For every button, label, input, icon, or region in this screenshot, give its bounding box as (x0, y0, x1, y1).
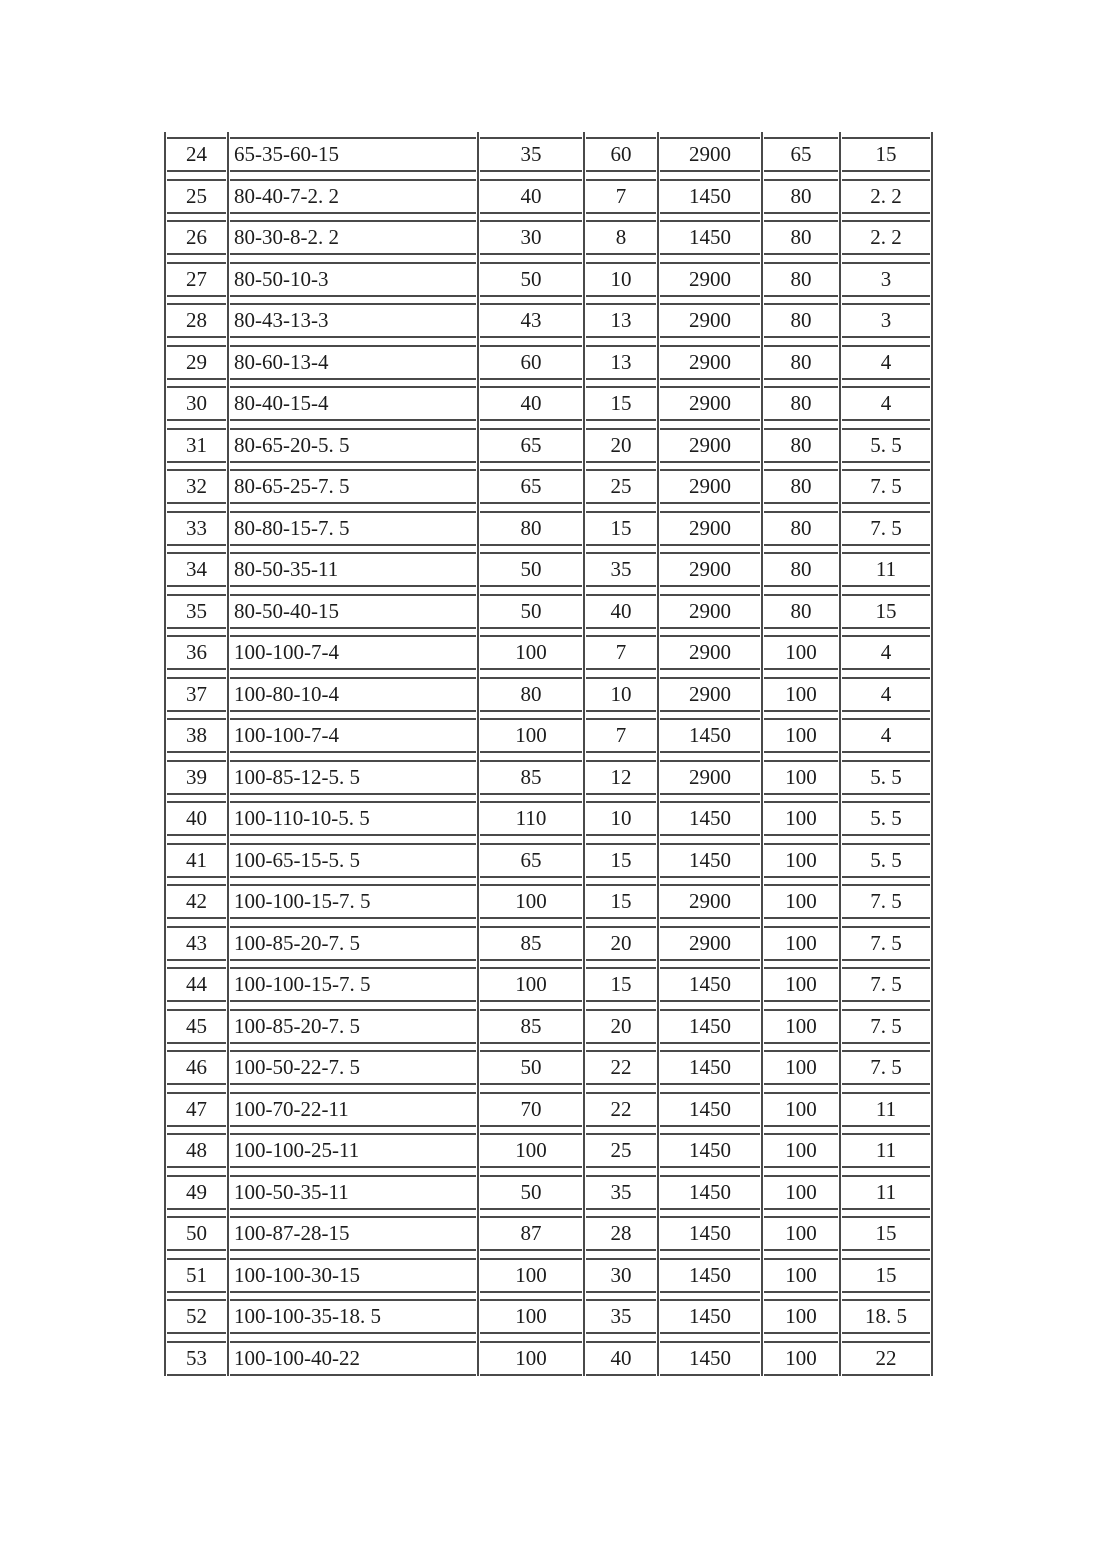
table-row (165, 1258, 932, 1293)
cell-value-1: 110 (480, 801, 582, 836)
table-row (165, 137, 932, 172)
cell-value-2: 25 (586, 469, 656, 504)
cell-value-1: 100 (480, 718, 582, 753)
cell-value-5: 7. 5 (842, 511, 930, 546)
cell-row-number: 29 (167, 345, 226, 380)
cell-value-3: 2900 (660, 303, 760, 338)
cell-row-number: 48 (167, 1133, 226, 1168)
cell-row-number: 43 (167, 926, 226, 961)
cell-value-4: 80 (764, 552, 838, 587)
cell-row-number: 52 (167, 1299, 226, 1334)
cell-value-3: 2900 (660, 884, 760, 919)
cell-value-2: 13 (586, 345, 656, 380)
cell-value-5: 5. 5 (842, 428, 930, 463)
cell-row-number: 42 (167, 884, 226, 919)
cell-value-1: 100 (480, 635, 582, 670)
cell-value-2: 10 (586, 677, 656, 712)
cell-value-5: 4 (842, 386, 930, 421)
cell-value-2: 35 (586, 552, 656, 587)
cell-value-1: 30 (480, 220, 582, 255)
cell-value-3: 1450 (660, 1133, 760, 1168)
table-row (165, 220, 932, 255)
cell-model-code: 80-40-15-4 (230, 386, 476, 421)
pump-spec-table (165, 132, 932, 1376)
cell-model-code: 100-87-28-15 (230, 1216, 476, 1251)
cell-value-1: 100 (480, 1299, 582, 1334)
table-row (165, 1216, 932, 1251)
cell-value-4: 80 (764, 345, 838, 380)
cell-value-3: 1450 (660, 843, 760, 878)
cell-row-number: 47 (167, 1092, 226, 1127)
cell-value-2: 10 (586, 262, 656, 297)
cell-value-5: 5. 5 (842, 843, 930, 878)
table-row (165, 428, 932, 463)
cell-row-number: 41 (167, 843, 226, 878)
cell-value-4: 100 (764, 1050, 838, 1085)
cell-value-4: 100 (764, 718, 838, 753)
cell-value-4: 100 (764, 1299, 838, 1334)
cell-value-5: 15 (842, 1216, 930, 1251)
cell-value-2: 35 (586, 1175, 656, 1210)
cell-value-5: 4 (842, 677, 930, 712)
cell-value-1: 65 (480, 843, 582, 878)
cell-model-code: 100-100-7-4 (230, 635, 476, 670)
cell-model-code: 100-100-25-11 (230, 1133, 476, 1168)
cell-model-code: 100-80-10-4 (230, 677, 476, 712)
cell-value-5: 11 (842, 552, 930, 587)
cell-value-2: 22 (586, 1050, 656, 1085)
cell-model-code: 100-100-30-15 (230, 1258, 476, 1293)
cell-value-1: 50 (480, 262, 582, 297)
table-row (165, 552, 932, 587)
cell-value-2: 15 (586, 967, 656, 1002)
cell-value-1: 50 (480, 1050, 582, 1085)
table-row (165, 967, 932, 1002)
cell-value-4: 100 (764, 1175, 838, 1210)
cell-value-3: 2900 (660, 677, 760, 712)
cell-value-4: 80 (764, 469, 838, 504)
table-row (165, 760, 932, 795)
cell-value-2: 13 (586, 303, 656, 338)
cell-value-5: 15 (842, 1258, 930, 1293)
cell-value-5: 7. 5 (842, 1009, 930, 1044)
cell-model-code: 80-40-7-2. 2 (230, 179, 476, 214)
table-row (165, 386, 932, 421)
cell-value-3: 2900 (660, 926, 760, 961)
cell-row-number: 36 (167, 635, 226, 670)
cell-model-code: 80-80-15-7. 5 (230, 511, 476, 546)
cell-value-3: 1450 (660, 220, 760, 255)
cell-model-code: 80-50-40-15 (230, 594, 476, 629)
cell-value-1: 100 (480, 884, 582, 919)
cell-row-number: 31 (167, 428, 226, 463)
cell-value-5: 7. 5 (842, 1050, 930, 1085)
cell-value-2: 20 (586, 926, 656, 961)
cell-row-number: 25 (167, 179, 226, 214)
cell-model-code: 100-65-15-5. 5 (230, 843, 476, 878)
cell-model-code: 100-85-20-7. 5 (230, 1009, 476, 1044)
cell-row-number: 28 (167, 303, 226, 338)
cell-row-number: 50 (167, 1216, 226, 1251)
table-row (165, 1092, 932, 1127)
table-row (165, 1050, 932, 1085)
cell-row-number: 49 (167, 1175, 226, 1210)
cell-row-number: 37 (167, 677, 226, 712)
cell-row-number: 34 (167, 552, 226, 587)
cell-model-code: 80-60-13-4 (230, 345, 476, 380)
cell-value-2: 12 (586, 760, 656, 795)
cell-value-5: 3 (842, 262, 930, 297)
cell-value-3: 1450 (660, 1216, 760, 1251)
cell-model-code: 100-100-40-22 (230, 1341, 476, 1376)
cell-value-5: 15 (842, 594, 930, 629)
cell-value-3: 2900 (660, 345, 760, 380)
cell-value-3: 2900 (660, 137, 760, 172)
cell-value-4: 100 (764, 926, 838, 961)
cell-value-3: 1450 (660, 967, 760, 1002)
cell-value-2: 35 (586, 1299, 656, 1334)
cell-row-number: 27 (167, 262, 226, 297)
cell-value-1: 85 (480, 760, 582, 795)
cell-value-5: 15 (842, 137, 930, 172)
table-row (165, 345, 932, 380)
cell-value-1: 50 (480, 552, 582, 587)
cell-model-code: 100-85-12-5. 5 (230, 760, 476, 795)
table-row (165, 801, 932, 836)
cell-row-number: 40 (167, 801, 226, 836)
cell-model-code: 100-100-7-4 (230, 718, 476, 753)
cell-value-1: 100 (480, 1341, 582, 1376)
cell-value-5: 11 (842, 1133, 930, 1168)
cell-value-2: 20 (586, 428, 656, 463)
cell-value-5: 3 (842, 303, 930, 338)
cell-value-5: 4 (842, 345, 930, 380)
cell-value-4: 80 (764, 262, 838, 297)
table-row (165, 1175, 932, 1210)
cell-value-1: 60 (480, 345, 582, 380)
cell-value-5: 11 (842, 1175, 930, 1210)
cell-value-4: 80 (764, 179, 838, 214)
cell-value-4: 100 (764, 801, 838, 836)
cell-value-5: 2. 2 (842, 179, 930, 214)
cell-value-2: 15 (586, 843, 656, 878)
table-row (165, 635, 932, 670)
cell-model-code: 100-100-15-7. 5 (230, 884, 476, 919)
cell-value-2: 10 (586, 801, 656, 836)
cell-row-number: 44 (167, 967, 226, 1002)
cell-value-3: 2900 (660, 386, 760, 421)
cell-row-number: 32 (167, 469, 226, 504)
cell-model-code: 100-110-10-5. 5 (230, 801, 476, 836)
cell-value-5: 11 (842, 1092, 930, 1127)
cell-value-1: 100 (480, 1258, 582, 1293)
table-row (165, 262, 932, 297)
cell-value-4: 100 (764, 967, 838, 1002)
cell-value-4: 80 (764, 220, 838, 255)
cell-value-5: 18. 5 (842, 1299, 930, 1334)
cell-value-1: 80 (480, 677, 582, 712)
cell-value-3: 1450 (660, 1092, 760, 1127)
table-row (165, 469, 932, 504)
table-rows (165, 132, 932, 1376)
cell-value-4: 80 (764, 594, 838, 629)
cell-model-code: 100-70-22-11 (230, 1092, 476, 1127)
cell-value-3: 1450 (660, 1009, 760, 1044)
cell-value-4: 100 (764, 1258, 838, 1293)
cell-row-number: 45 (167, 1009, 226, 1044)
cell-value-3: 1450 (660, 801, 760, 836)
cell-value-1: 50 (480, 594, 582, 629)
cell-value-4: 100 (764, 1009, 838, 1044)
table-row (165, 1299, 932, 1334)
cell-value-3: 1450 (660, 1341, 760, 1376)
cell-value-4: 100 (764, 1092, 838, 1127)
cell-value-5: 4 (842, 718, 930, 753)
cell-value-1: 87 (480, 1216, 582, 1251)
table-row (165, 1009, 932, 1044)
cell-row-number: 39 (167, 760, 226, 795)
cell-value-3: 1450 (660, 1175, 760, 1210)
cell-value-4: 80 (764, 303, 838, 338)
cell-model-code: 80-50-35-11 (230, 552, 476, 587)
cell-value-3: 2900 (660, 760, 760, 795)
cell-value-4: 100 (764, 635, 838, 670)
cell-value-2: 15 (586, 386, 656, 421)
cell-value-1: 40 (480, 386, 582, 421)
cell-value-4: 65 (764, 137, 838, 172)
cell-value-1: 85 (480, 1009, 582, 1044)
table-row (165, 843, 932, 878)
cell-model-code: 100-100-35-18. 5 (230, 1299, 476, 1334)
cell-value-5: 7. 5 (842, 926, 930, 961)
cell-value-3: 2900 (660, 552, 760, 587)
cell-value-1: 100 (480, 1133, 582, 1168)
cell-value-1: 35 (480, 137, 582, 172)
cell-model-code: 100-50-35-11 (230, 1175, 476, 1210)
cell-value-4: 100 (764, 1216, 838, 1251)
cell-value-4: 80 (764, 386, 838, 421)
cell-value-1: 50 (480, 1175, 582, 1210)
cell-model-code: 80-50-10-3 (230, 262, 476, 297)
cell-value-4: 100 (764, 677, 838, 712)
cell-value-3: 2900 (660, 635, 760, 670)
cell-value-3: 2900 (660, 469, 760, 504)
cell-row-number: 38 (167, 718, 226, 753)
table-row (165, 677, 932, 712)
cell-value-1: 80 (480, 511, 582, 546)
cell-value-4: 100 (764, 1341, 838, 1376)
table-row (165, 718, 932, 753)
cell-value-3: 2900 (660, 594, 760, 629)
cell-value-4: 100 (764, 1133, 838, 1168)
cell-value-3: 1450 (660, 1258, 760, 1293)
cell-value-5: 4 (842, 635, 930, 670)
cell-value-1: 85 (480, 926, 582, 961)
cell-value-4: 100 (764, 843, 838, 878)
cell-value-5: 5. 5 (842, 801, 930, 836)
cell-row-number: 51 (167, 1258, 226, 1293)
cell-value-5: 22 (842, 1341, 930, 1376)
cell-value-2: 40 (586, 594, 656, 629)
cell-value-1: 43 (480, 303, 582, 338)
cell-value-1: 70 (480, 1092, 582, 1127)
cell-value-2: 8 (586, 220, 656, 255)
table-row (165, 1341, 932, 1376)
cell-value-5: 2. 2 (842, 220, 930, 255)
cell-model-code: 65-35-60-15 (230, 137, 476, 172)
cell-row-number: 30 (167, 386, 226, 421)
cell-value-5: 5. 5 (842, 760, 930, 795)
cell-row-number: 33 (167, 511, 226, 546)
cell-value-3: 1450 (660, 1299, 760, 1334)
cell-value-2: 22 (586, 1092, 656, 1127)
cell-value-4: 80 (764, 428, 838, 463)
cell-value-5: 7. 5 (842, 884, 930, 919)
cell-value-3: 1450 (660, 718, 760, 753)
cell-model-code: 100-85-20-7. 5 (230, 926, 476, 961)
table-row (165, 179, 932, 214)
cell-value-3: 2900 (660, 511, 760, 546)
cell-value-1: 65 (480, 469, 582, 504)
cell-value-2: 60 (586, 137, 656, 172)
cell-row-number: 46 (167, 1050, 226, 1085)
cell-value-4: 100 (764, 884, 838, 919)
cell-value-1: 40 (480, 179, 582, 214)
table-row (165, 884, 932, 919)
cell-value-3: 2900 (660, 428, 760, 463)
cell-value-5: 7. 5 (842, 967, 930, 1002)
table-row (165, 303, 932, 338)
cell-value-1: 65 (480, 428, 582, 463)
cell-value-2: 30 (586, 1258, 656, 1293)
cell-value-2: 28 (586, 1216, 656, 1251)
cell-value-2: 7 (586, 635, 656, 670)
cell-value-3: 1450 (660, 179, 760, 214)
cell-row-number: 53 (167, 1341, 226, 1376)
cell-value-2: 7 (586, 718, 656, 753)
cell-model-code: 80-30-8-2. 2 (230, 220, 476, 255)
cell-row-number: 35 (167, 594, 226, 629)
cell-value-2: 7 (586, 179, 656, 214)
cell-value-2: 15 (586, 884, 656, 919)
table-row (165, 926, 932, 961)
cell-row-number: 26 (167, 220, 226, 255)
table-row (165, 1133, 932, 1168)
cell-model-code: 100-50-22-7. 5 (230, 1050, 476, 1085)
cell-value-5: 7. 5 (842, 469, 930, 504)
cell-value-2: 15 (586, 511, 656, 546)
cell-row-number: 24 (167, 137, 226, 172)
cell-model-code: 80-65-25-7. 5 (230, 469, 476, 504)
cell-value-1: 100 (480, 967, 582, 1002)
cell-value-2: 40 (586, 1341, 656, 1376)
cell-value-3: 1450 (660, 1050, 760, 1085)
cell-model-code: 80-65-20-5. 5 (230, 428, 476, 463)
table-row (165, 511, 932, 546)
cell-value-2: 25 (586, 1133, 656, 1168)
table-row (165, 594, 932, 629)
cell-value-4: 80 (764, 511, 838, 546)
cell-model-code: 100-100-15-7. 5 (230, 967, 476, 1002)
cell-value-2: 20 (586, 1009, 656, 1044)
cell-value-3: 2900 (660, 262, 760, 297)
cell-value-4: 100 (764, 760, 838, 795)
cell-model-code: 80-43-13-3 (230, 303, 476, 338)
